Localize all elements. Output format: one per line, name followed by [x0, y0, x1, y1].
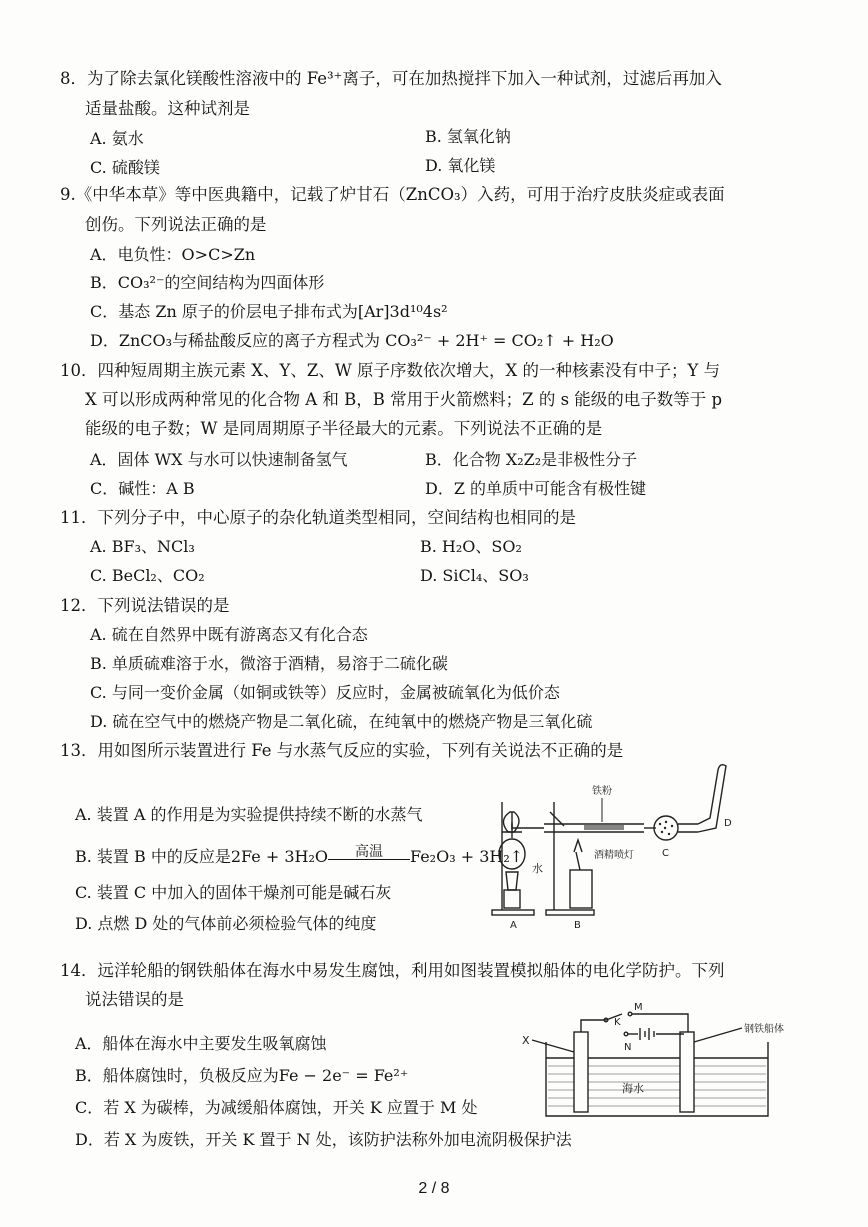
label-apparatus-c: C — [662, 848, 669, 859]
q12-option-b: B. 单质硫难溶于水，微溶于酒精，易溶于二硫化碳 — [90, 654, 448, 673]
label-iron-powder: 铁粉 — [592, 786, 612, 797]
label-contact-n: N — [624, 1042, 632, 1053]
q14-option-b: B．船体腐蚀时，负极反应为Fe − 2e⁻ = Fe²⁺ — [75, 1066, 409, 1085]
q9-stem-line2: 创伤。下列说法正确的是 — [85, 215, 267, 234]
q13-option-d: D. 点燃 D 处的气体前必须检验气体的纯度 — [75, 914, 377, 933]
label-switch-k: K — [614, 1017, 621, 1028]
q9-option-c: C．基态 Zn 原子的价层电子排布式为[Ar]3d¹⁰4s² — [90, 302, 448, 321]
q9-option-b: B．CO₃²⁻的空间结构为四面体形 — [90, 273, 325, 292]
label-electrode-x: X — [522, 1034, 530, 1047]
reaction-condition: 高温 — [354, 844, 383, 860]
q8-option-a: A. 氨水 — [90, 129, 144, 148]
ship-hull-protection-figure — [518, 1002, 818, 1127]
q11-stem: 11．下列分子中，中心原子的杂化轨道类型相同，空间结构也相同的是 — [60, 508, 576, 527]
q13-option-c: C. 装置 C 中加入的固体干燥剂可能是碱石灰 — [75, 883, 392, 902]
label-steel-hull: 钢铁船体 — [744, 1024, 784, 1035]
reaction-arrow — [328, 844, 410, 868]
q12-option-d: D. 硫在空气中的燃烧产物是二氧化硫，在纯氧中的燃烧产物是三氧化硫 — [90, 712, 593, 731]
q14-option-d: D．若 X 为废铁，开关 K 置于 N 处，该防护法称外加电流阴极保护法 — [75, 1130, 572, 1149]
q14-stem-line1: 14．远洋轮船的钢铁船体在海水中易发生腐蚀，利用如图装置模拟船体的电化学防护。下列 — [60, 961, 725, 980]
label-contact-m: M — [634, 1002, 643, 1013]
q8-option-d: D. 氧化镁 — [425, 156, 496, 175]
q12-stem: 12．下列说法错误的是 — [60, 596, 230, 615]
q13-option-b — [75, 846, 523, 868]
q10-option-d: D．Z 的单质中可能含有极性键 — [425, 479, 647, 498]
q13-stem: 13．用如图所示装置进行 Fe 与水蒸气反应的实验，下列有关说法不正确的是 — [60, 741, 624, 760]
label-apparatus-a: A — [510, 920, 517, 931]
q13-option-b-suffix: Fe₂O₃ + 3H₂↑ — [409, 847, 524, 866]
q13-option-b-prefix: B. 装置 B 中的反应是2Fe + 3H₂O — [75, 847, 328, 866]
label-apparatus-d: D — [724, 818, 732, 829]
q12-option-a: A. 硫在自然界中既有游离态又有化合态 — [90, 625, 368, 644]
fe-steam-apparatus-figure — [484, 762, 754, 932]
q8-stem-line2: 适量盐酸。这种试剂是 — [85, 99, 250, 118]
q11-option-a: A. BF₃、NCl₃ — [90, 537, 195, 556]
q14-stem-line2: 说法错误的是 — [85, 990, 184, 1009]
q10-stem-line1: 10．四种短周期主族元素 X、Y、Z、W 原子序数依次增大，X 的一种核素没有中子；Y 与 — [60, 361, 721, 380]
label-water: 水 — [532, 862, 543, 875]
q10-option-a: A．固体 WX 与水可以快速制备氢气 — [90, 450, 348, 469]
label-alcohol-lamp: 酒精喷灯 — [594, 850, 634, 861]
q11-option-c: C. BeCl₂、CO₂ — [90, 566, 205, 585]
q11-option-b: B. H₂O、SO₂ — [420, 537, 522, 556]
q10-option-b: B．化合物 X₂Z₂是非极性分子 — [425, 450, 638, 469]
q9-stem-line1: 9.《中华本草》等中医典籍中，记载了炉甘石（ZnCO₃）入药，可用于治疗皮肤炎症或表面 — [60, 185, 725, 204]
q10-stem-line2: X 可以形成两种常见的化合物 A 和 B，B 常用于火箭燃料；Z 的 s 能级的电子数等于 p — [85, 390, 723, 409]
q11-option-d: D. SiCl₄、SO₃ — [420, 566, 529, 585]
page-number: 2 / 8 — [418, 1180, 450, 1197]
q8-stem-line1: 8．为了除去氯化镁酸性溶液中的 Fe³⁺离子，可在加热搅拌下加入一种试剂，过滤后再加入 — [60, 69, 722, 88]
q13-option-a: A. 装置 A 的作用是为实验提供持续不断的水蒸气 — [75, 805, 423, 824]
q10-stem-line3: 能级的电子数；W 是同周期原子半径最大的元素。下列说法不正确的是 — [85, 419, 603, 438]
q14-option-a: A．船体在海水中主要发生吸氧腐蚀 — [75, 1034, 327, 1053]
q14-option-c: C．若 X 为碳棒，为减缓船体腐蚀，开关 K 应置于 M 处 — [75, 1098, 478, 1117]
q9-option-a: A．电负性：O>C>Zn — [90, 245, 256, 264]
q10-option-c: C．碱性：A B — [90, 479, 195, 498]
label-apparatus-b: B — [574, 920, 581, 931]
q12-option-c: C. 与同一变价金属（如铜或铁等）反应时，金属被硫氧化为低价态 — [90, 683, 560, 702]
q8-option-c: C. 硫酸镁 — [90, 158, 160, 177]
label-seawater: 海水 — [622, 1082, 644, 1095]
q9-option-d: D．ZnCO₃与稀盐酸反应的离子方程式为 CO₃²⁻ + 2H⁺ = CO₂↑ + H₂O — [90, 331, 614, 350]
q8-option-b: B. 氢氧化钠 — [425, 127, 511, 146]
